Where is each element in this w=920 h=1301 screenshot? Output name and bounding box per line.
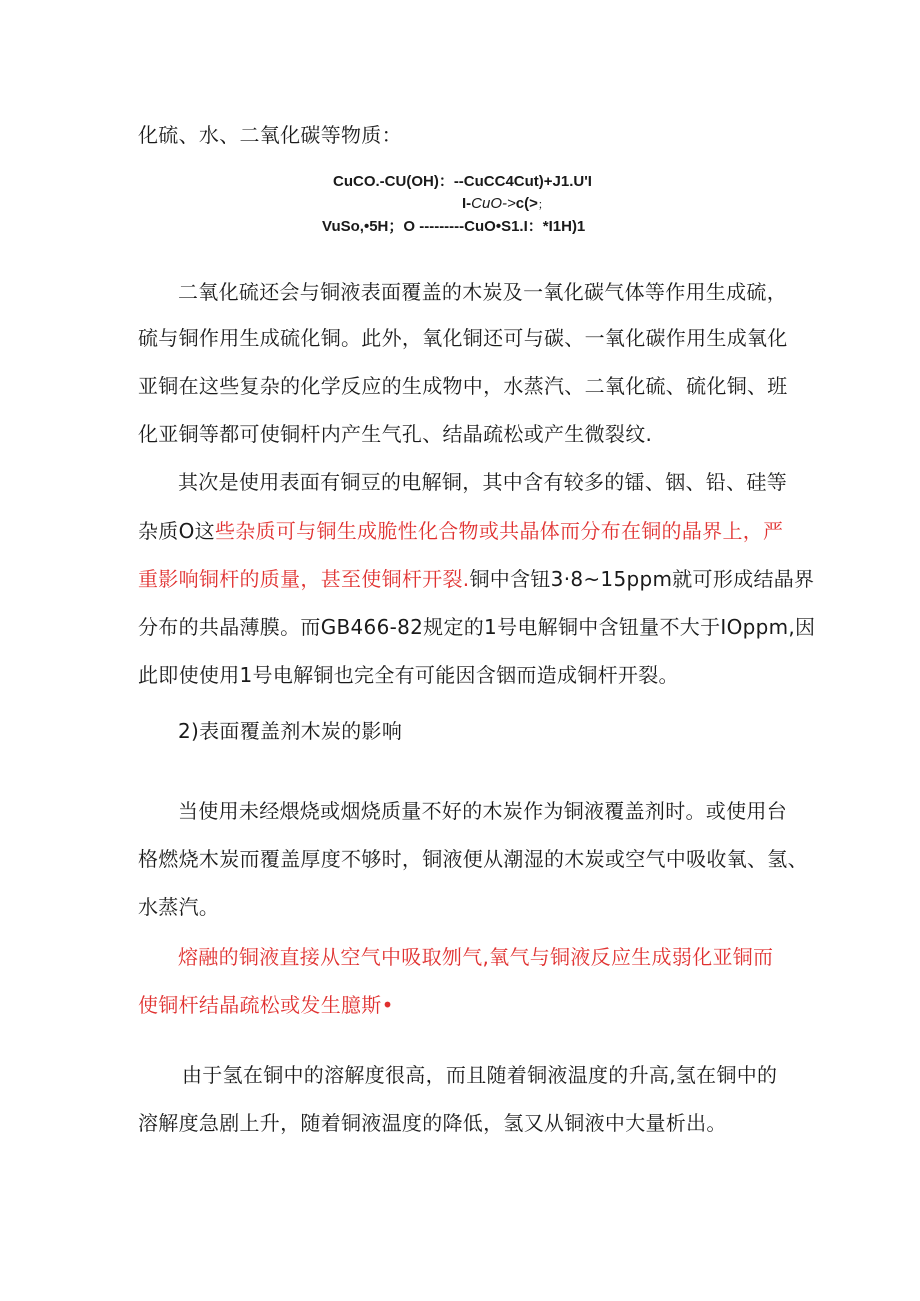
paragraph-line xyxy=(138,566,814,592)
paragraph-line: 亚铜在这些复杂的化学反应的生成物中，水蒸汽、二氧化硫、硫化铜、班 xyxy=(138,374,788,398)
paragraph-line: 溶解度急剧上升，随着铜液温度的降低，氢又从铜液中大量析出。 xyxy=(138,1111,727,1135)
paragraph-line: 由于氢在铜中的溶解度很高，而且随着铜液温度的升高,氢在铜中的 xyxy=(182,1063,778,1087)
paragraph-line: 其次是使用表面有铜豆的电解铜，其中含有较多的镭、铟、铅、硅等 xyxy=(178,470,787,494)
chemical-equation-1: CuCO.-CU(OH)：--CuCC4Cut)+J1.U'I xyxy=(333,173,592,190)
paragraph-line: 此即使使用1号电解铜也完全有可能因含铟而造成铜杆开裂。 xyxy=(138,663,679,687)
paragraph-line: 化亚铜等都可使铜杆内产生气孔、结晶疏松或产生微裂纹. xyxy=(138,422,653,446)
paragraph-line: 分布的共晶薄膜。而GB466-82规定的1号电解铜中含钮量不大于IOppm,因 xyxy=(138,615,816,639)
highlighted-text: 熔融的铜液直接从空气中吸取刎气,氧气与铜液反应生成弱化亚铜而 xyxy=(178,945,774,969)
chemical-equation-2 xyxy=(462,194,549,215)
equation-fragment: I- xyxy=(462,195,472,212)
highlighted-text: 重影响铜杆的质量，甚至使铜杆开裂. xyxy=(138,567,470,591)
highlighted-text: 使铜杆结晶疏松或发生臆斯• xyxy=(138,993,394,1017)
section-heading: 2)表面覆盖剂木炭的影响 xyxy=(178,719,403,743)
equation-fragment: ； xyxy=(537,199,549,211)
chemical-equation-3: VuSo,•5H；O ---------CuO•S1.I：*I1H)1 xyxy=(322,218,586,235)
paragraph-line: 硫与铜作用生成硫化铜。此外，氧化铜还可与碳、一氧化碳作用生成氧化 xyxy=(138,326,788,350)
text-segment: 杂质O这 xyxy=(138,519,215,543)
text-segment: 铜中含钮3·8~15ppm就可形成结晶界 xyxy=(469,567,815,591)
paragraph-line: 二氧化硫还会与铜液表面覆盖的木炭及一氧化碳气体等作用生成硫， xyxy=(178,280,787,304)
paragraph-line: 当使用未经煨烧或烟烧质量不好的木炭作为铜液覆盖剂时。或使用台 xyxy=(178,799,787,823)
paragraph-line xyxy=(138,518,783,544)
paragraph-line: 水蒸汽。 xyxy=(138,895,220,919)
equation-fragment: CuO-> xyxy=(471,195,516,212)
paragraph-line: 化硫、水、二氧化碳等物质： xyxy=(138,123,402,147)
highlighted-text: 些杂质可与铜生成脆性化合物或共晶体而分布在铜的晶界上，严 xyxy=(214,519,784,543)
paragraph-line: 格燃烧木炭而覆盖厚度不够时，铜液便从潮湿的木炭或空气中吸收氧、氢、 xyxy=(138,847,808,871)
equation-fragment: c(> xyxy=(515,195,538,212)
